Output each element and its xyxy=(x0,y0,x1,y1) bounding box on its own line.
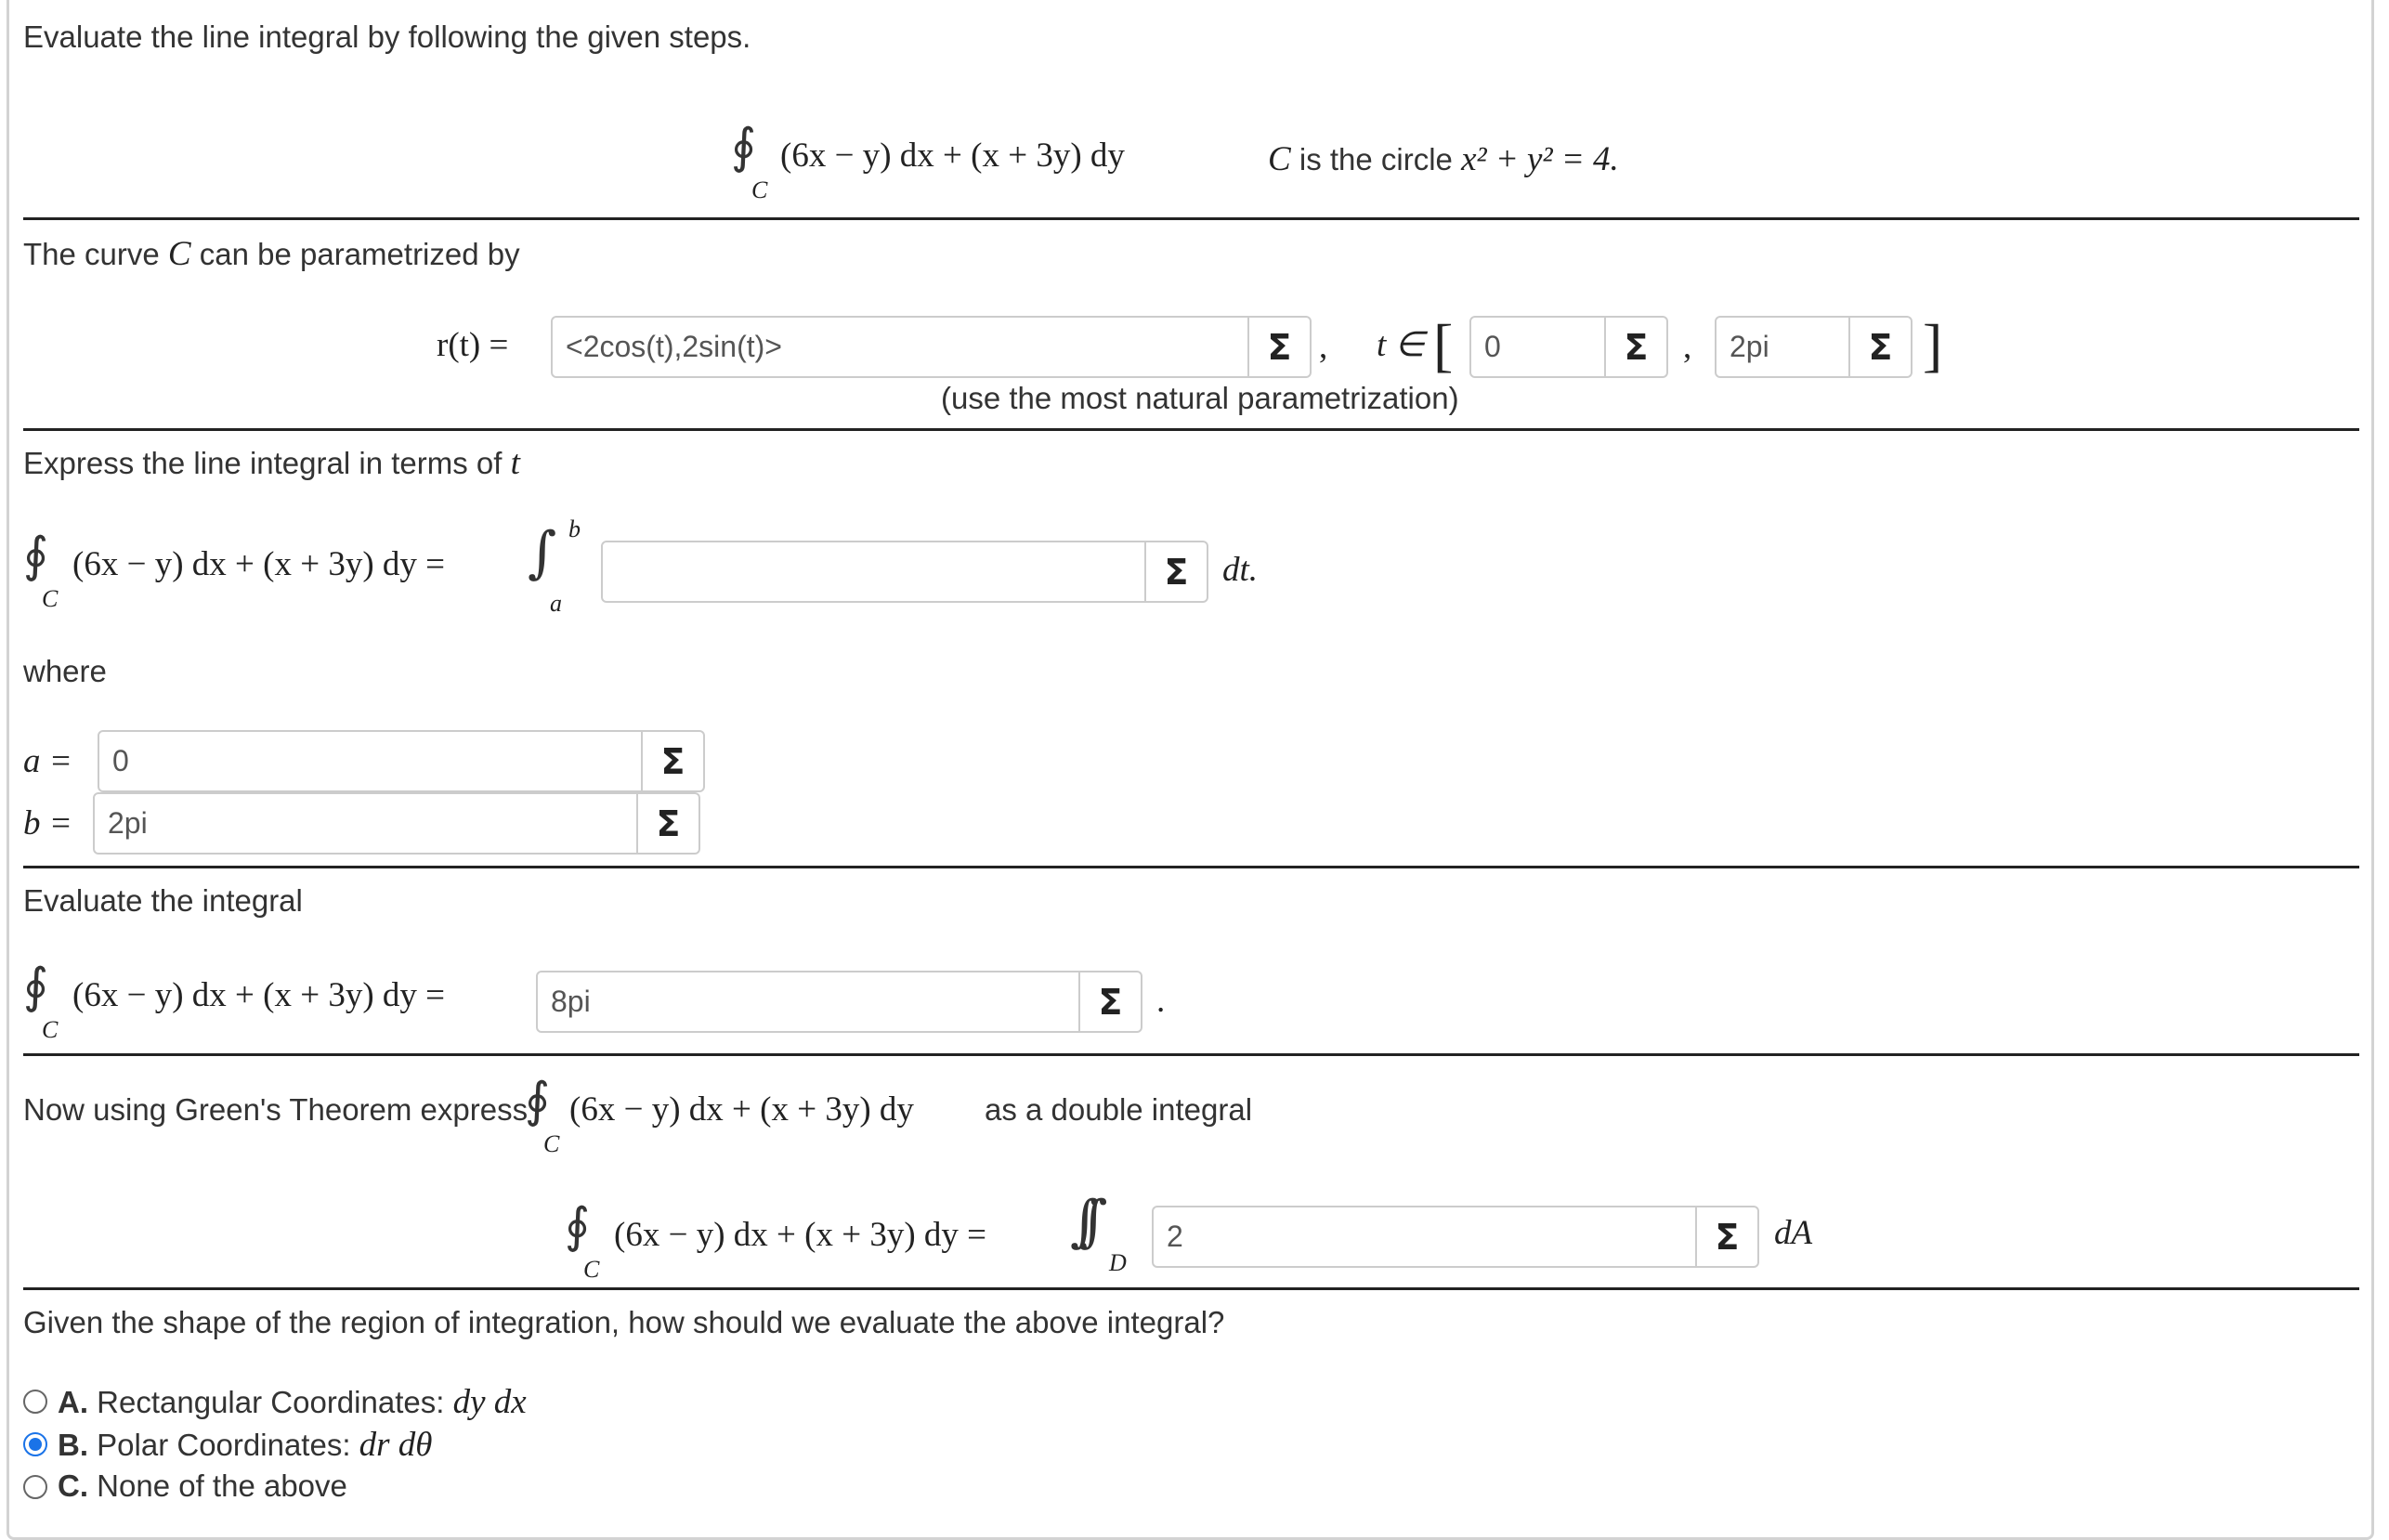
a-label: a = xyxy=(23,742,72,780)
contour-integral-sign: ∮ xyxy=(731,119,757,175)
b-label: b = xyxy=(23,804,72,842)
dt-label: dt. xyxy=(1222,551,1259,589)
intro-text: Evaluate the line integral by following the given steps. xyxy=(23,20,751,54)
contour-subscript: C xyxy=(42,1016,59,1043)
problem-integrand: (6x − y) dx + (x + 3y) dy xyxy=(780,137,1125,175)
curve-text: is the circle xyxy=(1290,142,1462,176)
divider xyxy=(23,1287,2359,1290)
divider xyxy=(23,1053,2359,1056)
dA-label: dA xyxy=(1774,1214,1813,1252)
greens-prompt-integrand: (6x − y) dx + (x + 3y) dy xyxy=(569,1090,914,1129)
a-input[interactable] xyxy=(98,730,643,792)
equation-editor-button[interactable]: Σ xyxy=(1249,316,1312,378)
parametrization-note: (use the most natural parametrization) xyxy=(941,381,1459,415)
region-subscript: D xyxy=(1109,1249,1127,1276)
contour-integral-sign: ∮ xyxy=(565,1198,591,1254)
close-bracket: ] xyxy=(1923,312,1943,378)
where-text: where xyxy=(23,654,107,688)
contour-integral-sign: ∮ xyxy=(525,1073,551,1129)
period: . xyxy=(1156,982,1166,1020)
integral-sign: ∫ xyxy=(528,520,557,585)
evaluate-prompt: Evaluate the integral xyxy=(23,883,303,918)
equation-editor-button[interactable]: Σ xyxy=(638,792,700,855)
greens-prompt-prefix: Now using Green's Theorem express xyxy=(23,1092,529,1127)
region-question: Given the shape of the region of integration, how should we evaluate the above integral? xyxy=(23,1305,1225,1339)
equation-editor-button[interactable]: Σ xyxy=(1606,316,1668,378)
divider xyxy=(23,866,2359,868)
double-integral-sign: ∫∫ xyxy=(1070,1189,1088,1254)
evaluate-lhs-integrand: (6x − y) dx + (x + 3y) dy = xyxy=(72,976,446,1014)
option-a-label[interactable]: A. Rectangular Coordinates: dy dx xyxy=(58,1383,527,1421)
contour-subscript: C xyxy=(42,585,59,612)
divider xyxy=(23,217,2359,220)
equation-editor-button[interactable]: Σ xyxy=(1146,541,1208,603)
greens-prompt-suffix: as a double integral xyxy=(985,1092,1253,1127)
equation-editor-button[interactable]: Σ xyxy=(1697,1206,1759,1268)
curve-var: C xyxy=(167,235,191,273)
contour-subscript: C xyxy=(583,1256,600,1283)
double-integrand-input[interactable] xyxy=(1152,1206,1697,1268)
comma: , xyxy=(1319,328,1328,366)
b-input[interactable] xyxy=(93,792,638,855)
comma: , xyxy=(1683,328,1692,366)
express-prompt: Express the line integral in terms of t xyxy=(23,444,520,482)
curve-equation: x² + y² = 4. xyxy=(1461,140,1619,178)
curve-name: C xyxy=(1268,140,1291,178)
integrand-input[interactable] xyxy=(601,541,1146,603)
contour-integral-sign: ∮ xyxy=(23,959,49,1014)
curve-description xyxy=(1268,139,1619,180)
equation-editor-button[interactable]: Σ xyxy=(1850,316,1913,378)
option-a-radio[interactable] xyxy=(23,1390,47,1414)
contour-subscript: C xyxy=(751,176,768,203)
lower-limit: a xyxy=(550,590,562,617)
contour-integral-sign: ∮ xyxy=(23,528,49,583)
option-b-radio[interactable] xyxy=(23,1432,47,1456)
express-lhs-integrand: (6x − y) dx + (x + 3y) dy = xyxy=(72,545,446,583)
option-c-radio[interactable] xyxy=(23,1475,47,1499)
t-var: t xyxy=(510,444,520,482)
option-c-label[interactable]: C. None of the above xyxy=(58,1468,347,1503)
equation-editor-button[interactable]: Σ xyxy=(1080,971,1142,1033)
value-input[interactable] xyxy=(536,971,1080,1033)
contour-subscript: C xyxy=(543,1130,560,1157)
divider xyxy=(23,428,2359,431)
t-start-input[interactable] xyxy=(1469,316,1606,378)
upper-limit: b xyxy=(568,516,581,542)
t-end-input[interactable] xyxy=(1715,316,1850,378)
r-label: r(t) = xyxy=(437,326,509,364)
r-input[interactable] xyxy=(551,316,1249,378)
open-bracket: [ xyxy=(1433,312,1454,378)
parametrize-prompt: The curve C can be parametrized by xyxy=(23,235,520,273)
option-b-label[interactable]: B. Polar Coordinates: dr dθ xyxy=(58,1426,433,1464)
equation-editor-button[interactable]: Σ xyxy=(643,730,705,792)
t-label: t ∈ xyxy=(1377,326,1425,364)
greens-lhs-integrand: (6x − y) dx + (x + 3y) dy = xyxy=(614,1216,987,1254)
